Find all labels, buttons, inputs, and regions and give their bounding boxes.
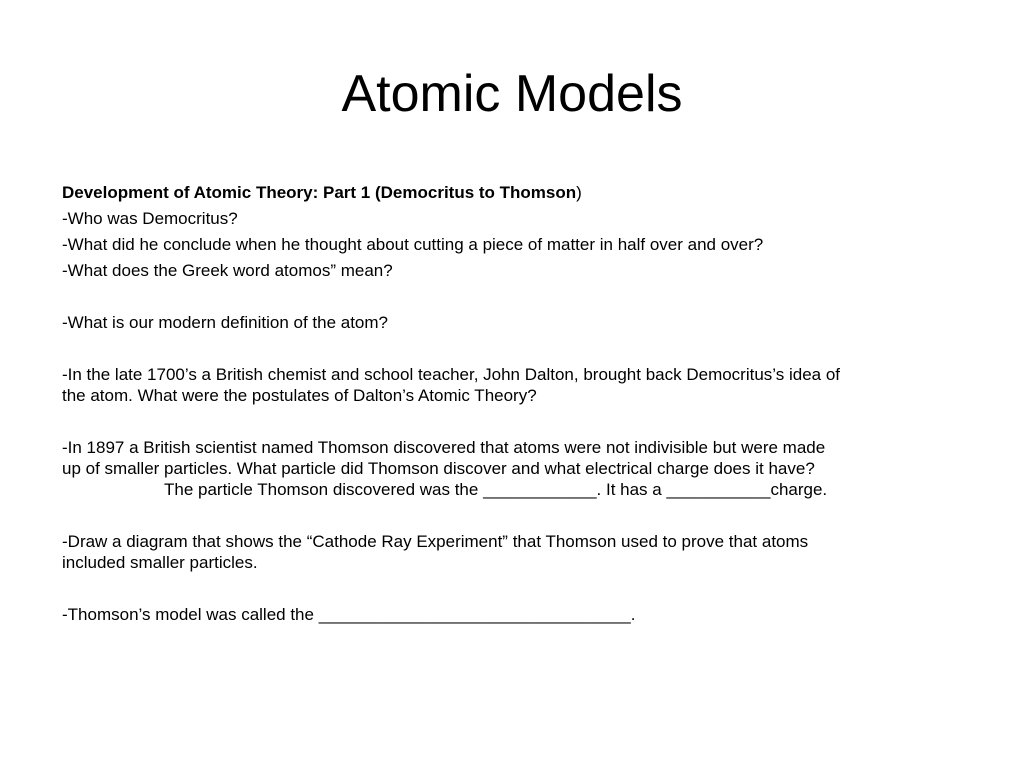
slide-body — [62, 182, 962, 625]
question-cutting-matter: -What did he conclude when he thought about cutting a piece of matter in half over and over? — [62, 235, 764, 254]
section-heading-paren: ) — [576, 183, 582, 202]
question-cathode-ray — [62, 531, 962, 573]
question-democritus: -Who was Democritus? — [62, 209, 238, 228]
question-thomson-line-2: up of smaller particles. What particle did Thomson discover and what electrical charge does it have? — [62, 459, 815, 478]
question-dalton — [62, 364, 962, 406]
slide-title: Atomic Models — [341, 65, 683, 123]
question-atomos: -What does the Greek word atomos” mean? — [62, 261, 393, 280]
question-modern-definition: -What is our modern definition of the atom? — [62, 313, 388, 332]
question-dalton-line-1: -In the late 1700’s a British chemist and school teacher, John Dalton, brought back Democritus’s idea of — [62, 365, 841, 384]
question-cathode-ray-line-1: -Draw a diagram that shows the “Cathode Ray Experiment” that Thomson used to prove that atoms — [62, 532, 809, 551]
section-heading-text: Development of Atomic Theory: Part 1 (Democritus to Thomson — [62, 183, 577, 202]
question-thomson — [62, 437, 962, 500]
section-heading — [62, 182, 962, 203]
question-thomson-line-1: -In 1897 a British scientist named Thomson discovered that atoms were not indivisible but were made — [62, 438, 826, 457]
thomson-fill-in-blank: The particle Thomson discovered was the ____________. It has a ___________charge. — [164, 480, 828, 499]
question-dalton-line-2: the atom. What were the postulates of Dalton’s Atomic Theory? — [62, 386, 537, 405]
thomson-model-fill-in-blank: -Thomson’s model was called the _________________________________. — [62, 605, 636, 624]
question-cathode-ray-line-2: included smaller particles. — [62, 553, 258, 572]
